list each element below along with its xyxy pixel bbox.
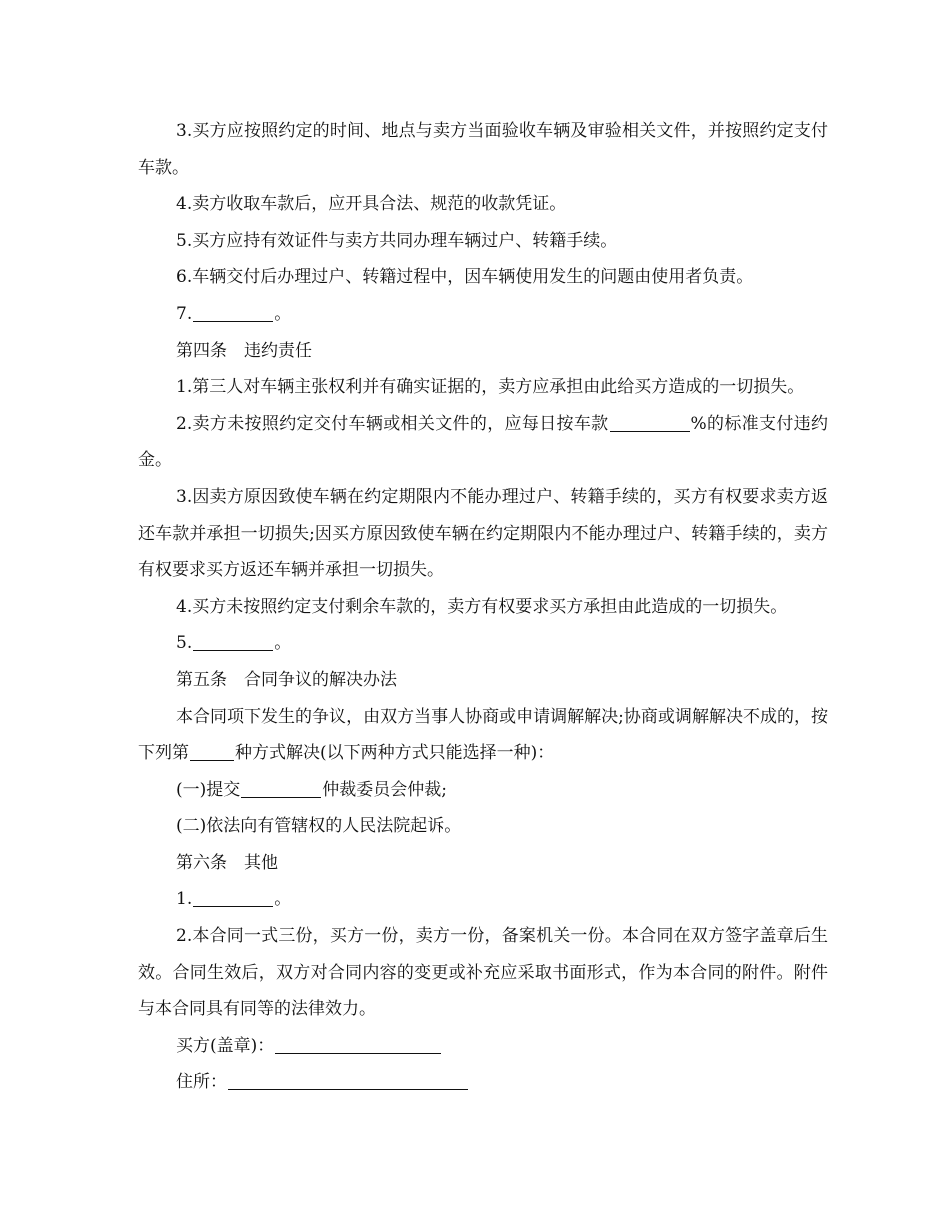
heading-article-5	[138, 662, 828, 699]
paragraph-late-delivery-penalty	[138, 406, 828, 479]
paragraph-text: %的标准支付违约金。	[138, 413, 829, 471]
paragraph-transfer-procedure	[138, 223, 828, 260]
paragraph-text: 种方式解决(以下两种方式只能选择一种)：	[235, 743, 555, 764]
paragraph-dispute-resolution	[138, 699, 828, 772]
blank-line	[241, 779, 321, 798]
paragraph-buyer-inspection	[138, 113, 828, 186]
heading-text: 第六条 其他	[176, 852, 278, 873]
signature-label: 买方(盖章)：	[176, 1035, 275, 1056]
blank-line	[190, 742, 234, 761]
paragraph-text: 2.本合同一式三份，买方一份，卖方一份，备案机关一份。本合同在双方签字盖章后生效。合同生效后，双方对合同内容的变更或补充应采取书面形式，作为本合同的附件。附件与本合同具有同等的法律效力。	[138, 926, 828, 1020]
paragraph-transfer-failure	[138, 479, 828, 589]
blank-line	[610, 413, 690, 432]
paragraph-copies-validity	[138, 918, 828, 1028]
item-number: 1.	[176, 889, 193, 910]
blank-line	[193, 303, 273, 322]
paragraph-text: 2.卖方未按照约定交付车辆或相关文件的，应每日按车款	[176, 413, 609, 434]
blank-line	[228, 1071, 468, 1090]
signature-address	[138, 1064, 828, 1101]
contract-body	[138, 113, 828, 1101]
paragraph-item-5-blank	[138, 625, 828, 662]
heading-article-4	[138, 333, 828, 370]
paragraph-item-1-blank	[138, 881, 828, 918]
paragraph-seller-receipt	[138, 186, 828, 223]
paragraph-text: 1.第三人对车辆主张权利并有确实证据的，卖方应承担由此给买方造成的一切损失。	[176, 377, 805, 398]
heading-text: 第五条 合同争议的解决办法	[176, 669, 397, 690]
paragraph-text: (一)提交	[176, 779, 241, 800]
heading-article-6	[138, 845, 828, 882]
paragraph-text: 本合同项下发生的争议，由双方当事人协商或申请调解解决;协商或调解解决不成的，按下列第	[138, 706, 828, 764]
item-number: 7.	[176, 303, 193, 324]
paragraph-arbitration-option	[138, 772, 828, 809]
item-suffix: 。	[274, 633, 292, 654]
paragraph-text: 3.买方应按照约定的时间、地点与卖方当面验收车辆及审验相关文件，并按照约定支付车款。	[138, 121, 828, 178]
item-suffix: 。	[274, 303, 292, 324]
paragraph-text: 4.买方未按照约定支付剩余车款的，卖方有权要求买方承担由此造成的一切损失。	[176, 596, 788, 617]
paragraph-text: 5.买方应持有效证件与卖方共同办理车辆过户、转籍手续。	[176, 230, 618, 251]
paragraph-third-party-claim	[138, 369, 828, 406]
paragraph-text: (二)依法向有管辖权的人民法院起诉。	[176, 816, 462, 837]
heading-text: 第四条 违约责任	[176, 340, 312, 361]
paragraph-text: 仲裁委员会仲裁;	[322, 779, 447, 800]
paragraph-text: 4.卖方收取车款后，应开具合法、规范的收款凭证。	[176, 194, 567, 215]
blank-line	[193, 888, 273, 907]
paragraph-text: 6.车辆交付后办理过户、转籍过程中，因车辆使用发生的问题由使用者负责。	[176, 267, 754, 288]
item-suffix: 。	[274, 889, 292, 910]
paragraph-item-7-blank	[138, 296, 828, 333]
signature-buyer-seal	[138, 1028, 828, 1065]
paragraph-unpaid-balance	[138, 589, 828, 626]
paragraph-court-option	[138, 808, 828, 845]
signature-label: 住所：	[176, 1072, 227, 1093]
blank-line	[193, 632, 273, 651]
item-number: 5.	[176, 633, 193, 654]
blank-line	[275, 1035, 441, 1054]
paragraph-text: 3.因卖方原因致使车辆在约定期限内不能办理过户、转籍手续的，买方有权要求卖方返还车款并承担一切损失;因买方原因致使车辆在约定期限内不能办理过户、转籍手续的，卖方有权要求买方返还车辆并承担一切损失。	[138, 486, 828, 581]
paragraph-usage-responsibility	[138, 259, 828, 296]
